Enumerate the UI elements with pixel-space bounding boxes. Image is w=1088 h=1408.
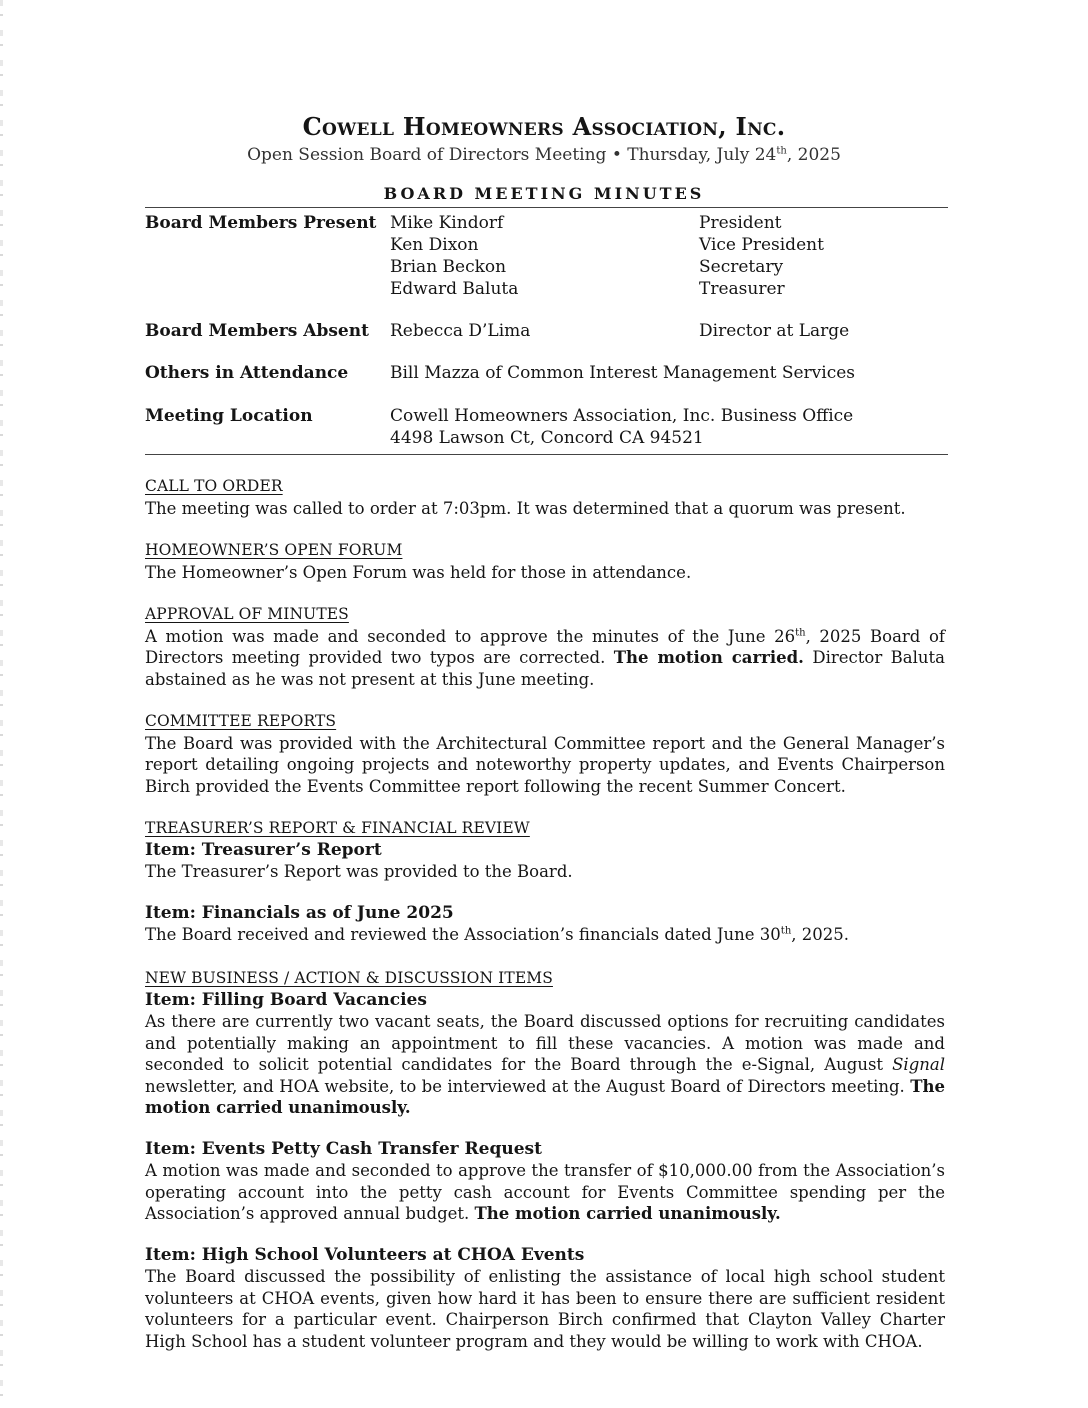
others-label: Others in Attendance	[145, 363, 349, 383]
location-label: Meeting Location	[145, 406, 313, 426]
member-name: Mike Kindorf	[390, 213, 504, 233]
section-heading: HOMEOWNER’S OPEN FORUM	[145, 541, 403, 559]
section-heading: TREASURER’S REPORT & FINANCIAL REVIEW	[145, 819, 530, 837]
section-heading: COMMITTEE REPORTS	[145, 712, 337, 730]
top-rule	[145, 207, 948, 208]
item-text: A motion was made and seconded to approve the transfer of $10,000.00 from the Association’s operating account into the petty cash account for Events Committee spending per the Association’s approved annual budget. The motion carried unanimously.	[145, 1161, 945, 1223]
motion-result: The motion carried.	[613, 648, 804, 667]
others-value: Bill Mazza of Common Interest Management Services	[390, 363, 856, 383]
scan-edge	[0, 0, 3, 1408]
absent-label: Board Members Absent	[145, 321, 369, 341]
section-text: A motion was made and seconded to approve the minutes of the June 26th, 2025 Board of Directors meeting provided two typos are corrected. The motion carried. Director Baluta abstained as he was not present at this June meeting.	[145, 626, 945, 689]
item-text: The Board received and reviewed the Association’s financials dated June 30th, 2025.	[145, 925, 849, 944]
committee-section	[145, 711, 945, 797]
member-role: Secretary	[699, 257, 784, 277]
section-heading: NEW BUSINESS / ACTION & DISCUSSION ITEMS	[145, 969, 553, 987]
new-business-section	[145, 968, 945, 1352]
open-forum-section	[145, 540, 945, 583]
item-text: As there are currently two vacant seats, the Board discussed options for recruiting candidates and potentially making an appointment to fill these vacancies. A motion was made and seconded to solicit potential candidates for the Board through the e-Signal, August Signal newsletter, and HOA website, to be interviewed at the August Board of Directors meeting. The motion carried unanimously.	[145, 1012, 945, 1117]
section-text: The meeting was called to order at 7:03pm. It was determined that a quorum was present.	[145, 498, 906, 518]
item-heading: Item: High School Volunteers at CHOA Events	[145, 1244, 585, 1265]
present-names	[390, 212, 518, 300]
member-role: Vice President	[699, 235, 824, 255]
member-name: Brian Beckon	[390, 257, 507, 277]
section-text: The Homeowner’s Open Forum was held for those in attendance.	[145, 562, 692, 582]
location-value	[390, 405, 853, 449]
present-label: Board Members Present	[145, 213, 377, 233]
document-title: BOARD MEETING MINUTES	[383, 184, 705, 203]
section-heading: CALL TO ORDER	[145, 477, 283, 495]
absent-role: Director at Large	[699, 321, 850, 341]
absent-name: Rebecca D’Lima	[390, 321, 531, 341]
item-heading: Item: Treasurer’s Report	[145, 839, 382, 860]
item-heading: Item: Financials as of June 2025	[145, 902, 454, 923]
item-text: The Board discussed the possibility of enlisting the assistance of local high school student volunteers at CHOA events, given how hard it has been to ensure there are sufficient resident volunteers for a particular event. Chairperson Birch confirmed that Clayton Valley Charter High School has a student volunteer program and they would be willing to work with CHOA.	[145, 1267, 945, 1351]
motion-result: The motion carried unanimously.	[145, 1076, 945, 1117]
section-heading: APPROVAL OF MINUTES	[145, 605, 349, 623]
location-line: Cowell Homeowners Association, Inc. Business Office	[390, 406, 854, 426]
present-roles	[699, 212, 824, 300]
approval-section	[145, 604, 945, 690]
item-heading: Item: Filling Board Vacancies	[145, 989, 427, 1010]
member-name: Edward Baluta	[390, 279, 519, 299]
member-name: Ken Dixon	[390, 235, 479, 255]
bottom-rule	[145, 454, 948, 455]
location-line: 4498 Lawson Ct, Concord CA 94521	[390, 428, 704, 448]
section-text: The Board was provided with the Architectural Committee report and the General Manager’s report detailing ongoing projects and noteworthy property updates, and Events Chairperson Birch provided the Events Committee report following the recent Summer Concert.	[145, 733, 945, 796]
meeting-subtitle: Open Session Board of Directors Meeting • Thursday, July 24th, 2025	[247, 145, 841, 165]
org-title: Cowell Homeowners Association, Inc.	[302, 112, 786, 141]
member-role: President	[699, 213, 782, 233]
item-text: The Treasurer’s Report was provided to the Board.	[145, 862, 573, 881]
motion-result: The motion carried unanimously.	[474, 1204, 781, 1223]
treasurer-section	[145, 818, 945, 946]
item-heading: Item: Events Petty Cash Transfer Request	[145, 1138, 542, 1159]
member-role: Treasurer	[699, 279, 785, 299]
call-to-order-section	[145, 476, 945, 519]
